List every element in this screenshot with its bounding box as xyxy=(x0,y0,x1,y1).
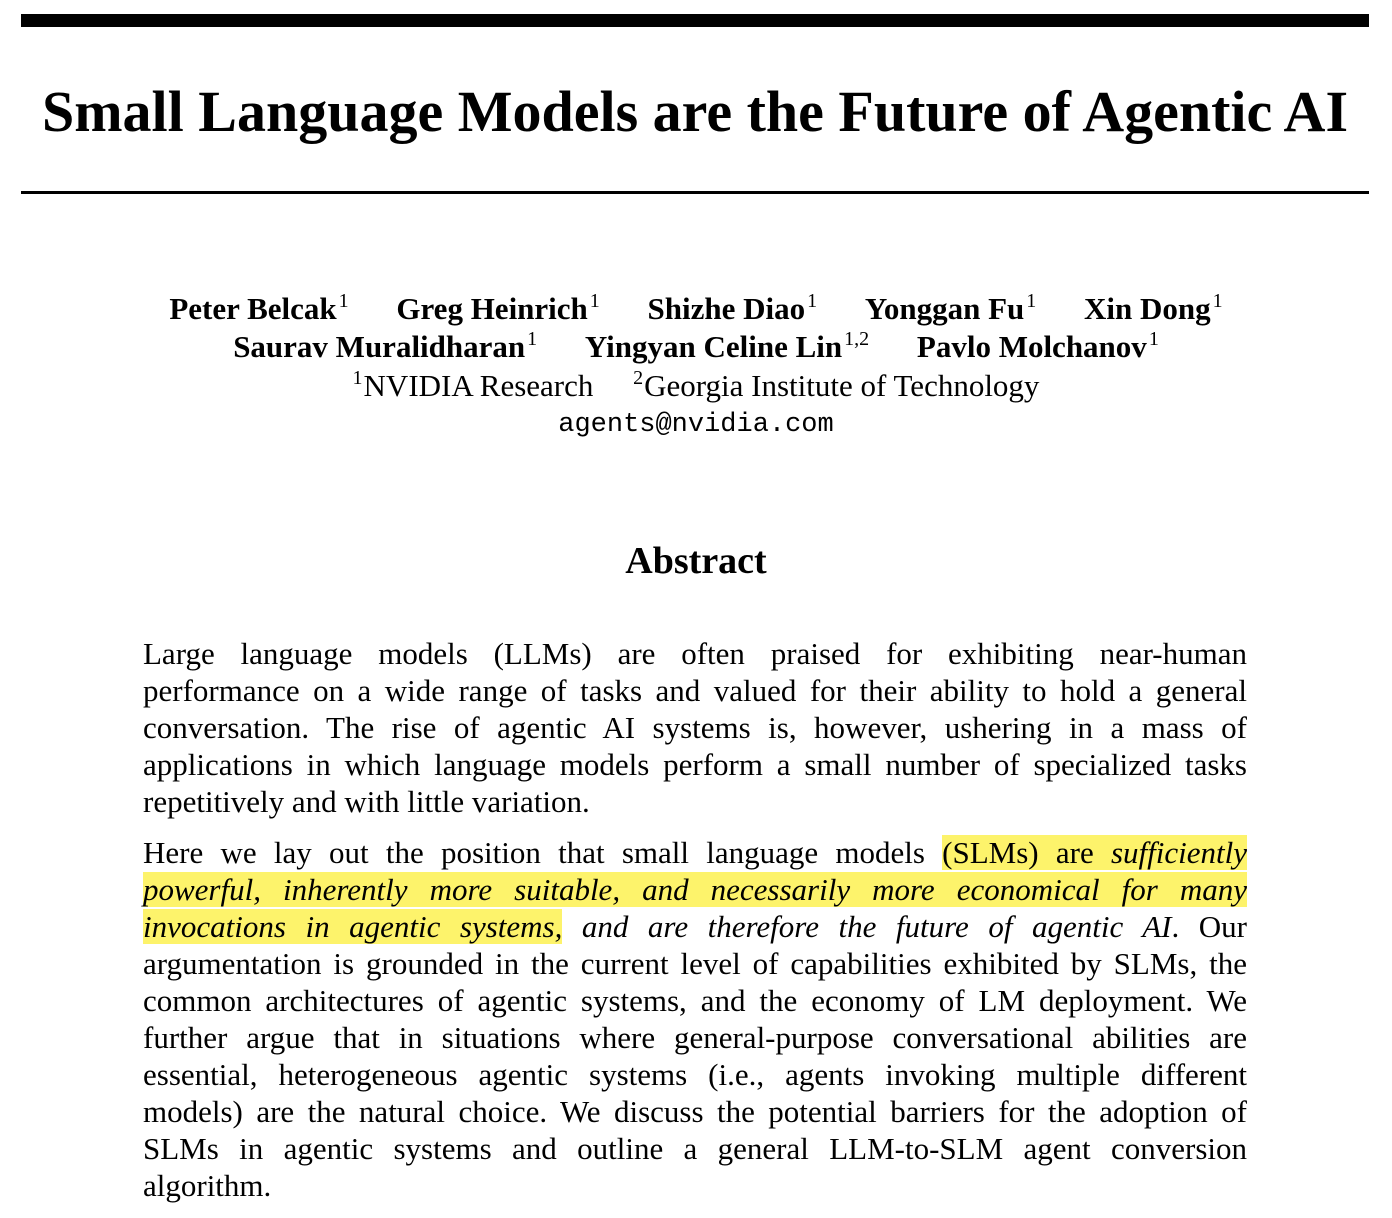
author-affiliation-mark: 1 xyxy=(1148,328,1159,350)
abstract-heading: Abstract xyxy=(625,540,767,582)
author-name: Saurav Muralidharan xyxy=(233,329,526,364)
author-affiliation-mark: 1 xyxy=(807,290,818,312)
author-name: Yingyan Celine Lin xyxy=(584,329,843,364)
abstract-paragraph-2 xyxy=(143,834,1247,1204)
author-affiliation-mark: 1 xyxy=(527,328,538,350)
author xyxy=(648,290,818,332)
affiliation-name: NVIDIA Research xyxy=(363,368,594,403)
author-affiliation-mark: 1 xyxy=(338,290,349,312)
affiliation-mark: 2 xyxy=(633,367,644,389)
title-top-rule xyxy=(21,14,1369,27)
author-name: Greg Heinrich xyxy=(396,291,588,326)
author-name: Shizhe Diao xyxy=(647,291,806,326)
italic-text: and are therefore the future of agentic AI xyxy=(562,909,1172,944)
contact-email: agents@nvidia.com xyxy=(558,410,834,440)
author xyxy=(233,328,537,370)
affiliation-name: Georgia Institute of Technology xyxy=(644,368,1040,403)
paper-title: Small Language Models are the Future of Agentic AI xyxy=(41,79,1349,144)
author-name: Yonggan Fu xyxy=(864,291,1025,326)
author-affiliation-mark: 1,2 xyxy=(844,328,870,350)
affiliation xyxy=(633,367,1039,409)
author-affiliation-mark: 1 xyxy=(589,290,600,312)
abstract-paragraph-1: Large language models (LLMs) are often praised for exhibiting near-human performance on a wide range of tasks and valued for their ability to hold a general conversation. The rise of agentic AI systems is, however, ushering in a mass of applications in which language models perform a small number of specialized tasks repetitively and with little variation. xyxy=(143,636,1247,819)
affiliations xyxy=(0,367,1392,409)
author-name: Xin Dong xyxy=(1084,291,1211,326)
author-name: Peter Belcak xyxy=(169,291,337,326)
title-bottom-rule xyxy=(21,191,1369,194)
author-list-line-1 xyxy=(0,290,1392,332)
abstract-text: . Our argumentation is grounded in the current level of capabilities exhibited by SLMs, the common architectures of agentic systems, and the economy of LM deployment. We further argue that in situations where general-purpose conversational abilities are essential, heterogeneous agentic systems (i.e., agents invoking multiple different models) are the natural choice. We discuss the potential barriers for the adoption of SLMs in agentic systems and outline a general LLM-to-SLM agent conversion algorithm. xyxy=(143,909,1247,1203)
author xyxy=(865,290,1036,332)
abstract-text: Here we lay out the position that small language models xyxy=(143,835,943,870)
author-list-line-2 xyxy=(0,328,1392,370)
author xyxy=(585,328,869,370)
author xyxy=(1084,290,1223,332)
author xyxy=(917,328,1159,370)
affiliation-mark: 1 xyxy=(352,367,363,389)
author-affiliation-mark: 1 xyxy=(1026,290,1037,312)
author xyxy=(169,290,348,332)
affiliation xyxy=(353,367,594,409)
author-affiliation-mark: 1 xyxy=(1212,290,1223,312)
highlighted-plain-text: (SLMs) are xyxy=(942,835,1111,870)
highlighted-italic-text: sufficiently powerful, inherently more suitable, and necessarily more economical for many invocations in agentic systems, xyxy=(143,835,1247,944)
author xyxy=(396,290,599,332)
author-name: Pavlo Molchanov xyxy=(916,329,1147,364)
